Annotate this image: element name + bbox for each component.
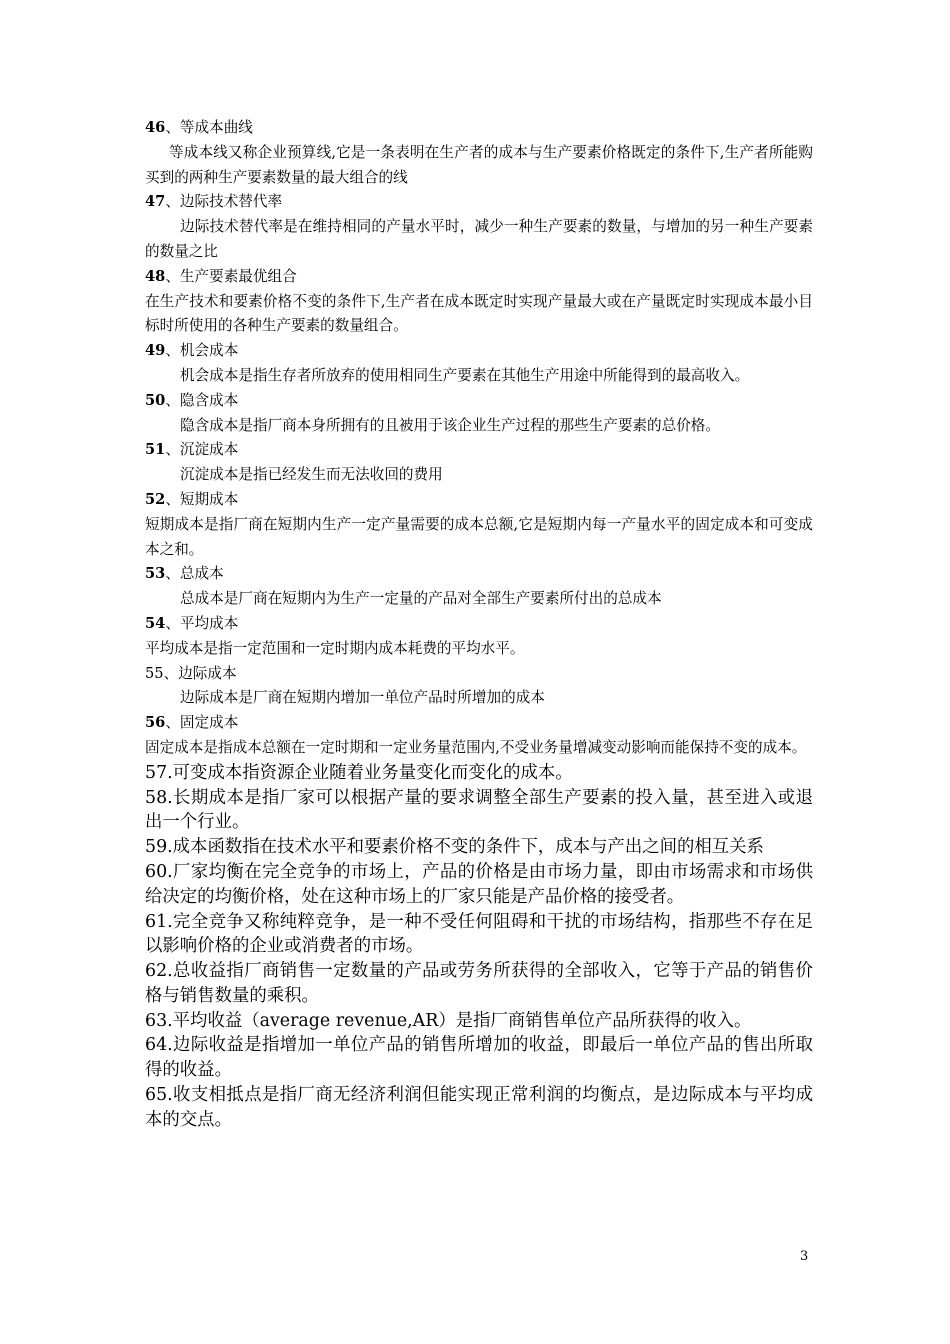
entry-body: 边际技术替代率是在维持相同的产量水平时，减少一种生产要素的数量，与增加的另一种生产要素的数量之比 — [145, 218, 813, 260]
entry-heading: 52、短期成本 — [145, 490, 239, 508]
entry-heading: 53、总成本 — [145, 565, 224, 583]
entry-heading: 56、固定成本 — [145, 714, 239, 732]
entry-50 — [145, 389, 813, 439]
entry-56 — [145, 711, 813, 761]
entry-body: 短期成本是指厂商在短期内生产一定产量需要的成本总额,它是短期内每一产量水平的固定成本和可变成本之和。 — [145, 515, 813, 558]
entry-heading: 46、等成本曲线 — [145, 119, 253, 136]
entry-body: 等成本线又称企业预算线,它是一条表明在生产者的成本与生产要素价格既定的条件下,生产者所能购买到的两种生产要素数量的最大组合的线 — [145, 143, 813, 186]
entry-body: 固定成本是指成本总额在一定时期和一定业务量范围内,不受业务量增减变动影响而能保持不变的成本。 — [145, 738, 807, 756]
entry-body: 总成本是厂商在短期内为生产一定量的产品对全部生产要素所付出的总成本 — [180, 590, 662, 608]
definition-list — [145, 761, 813, 1133]
entry-49 — [145, 339, 813, 389]
entry-body: 边际成本是厂商在短期内增加一单位产品时所增加的成本 — [180, 689, 545, 707]
entry-46 — [145, 116, 813, 190]
page-number: 3 — [800, 1249, 809, 1264]
entry-heading: 48、生产要素最优组合 — [145, 267, 297, 285]
definition-60: 60.厂家均衡在完全竞争的市场上，产品的价格是由市场力量，即由市场需求和市场供给决定的均衡价格，处在这种市场上的厂家只能是产品价格的接受者。 — [145, 861, 813, 907]
entry-body: 在生产技术和要素价格不变的条件下,生产者在成本既定时实现产量最大或在产量既定时实现成本最小目标时所使用的各种生产要素的数量组合。 — [145, 292, 813, 335]
definition-64: 64.边际收益是指增加一单位产品的销售所增加的收益，即最后一单位产品的售出所取得的收益。 — [145, 1035, 813, 1081]
entry-48 — [145, 265, 813, 339]
entry-heading: 55、边际成本 — [145, 664, 237, 682]
entry-heading: 50、隐含成本 — [145, 391, 239, 409]
definition-63: 63.平均收益（average revenue,AR）是指厂商销售单位产品所获得的收入。 — [145, 1010, 752, 1031]
entry-heading: 54、平均成本 — [145, 614, 239, 632]
entry-51 — [145, 438, 813, 488]
definition-59: 59.成本函数指在技术水平和要素价格不变的条件下，成本与产出之间的相互关系 — [145, 837, 764, 858]
definition-65: 65.收支相抵点是指厂商无经济利润但能实现正常利润的均衡点，是边际成本与平均成本的交点。 — [145, 1085, 813, 1130]
definition-62: 62.总收益指厂商销售一定数量的产品或劳务所获得的全部收入，它等于产品的销售价格与销售数量的乘积。 — [145, 961, 813, 1006]
entry-body: 平均成本是指一定范围和一定时期内成本耗费的平均水平。 — [145, 639, 525, 657]
definition-57: 57.可变成本指资源企业随着业务量变化而变化的成本。 — [145, 762, 573, 783]
entry-body: 机会成本是指生存者所放弃的使用相同生产要素在其他生产用途中所能得到的最高收入。 — [180, 366, 750, 384]
entry-52 — [145, 488, 813, 562]
entry-body: 沉淀成本是指已经发生而无法收回的费用 — [180, 466, 443, 484]
entry-54 — [145, 612, 813, 662]
entry-body: 隐含成本是指厂商本身所拥有的且被用于该企业生产过程的那些生产要素的总价格。 — [180, 416, 720, 434]
document-body — [145, 116, 813, 1133]
entry-heading: 47、边际技术替代率 — [145, 193, 283, 211]
entry-heading: 49、机会成本 — [145, 342, 239, 360]
entry-53 — [145, 562, 813, 612]
definition-58: 58.长期成本是指厂家可以根据产量的要求调整全部生产要素的投入量，甚至进入或退出一个行业。 — [145, 787, 813, 833]
entry-55 — [145, 662, 813, 712]
definition-61: 61.完全竞争又称纯粹竞争，是一种不受任何阻碍和干扰的市场结构，指那些不存在足以影响价格的企业或消费者的市场。 — [145, 911, 813, 957]
entry-47 — [145, 190, 813, 264]
entry-heading: 51、沉淀成本 — [145, 441, 239, 459]
